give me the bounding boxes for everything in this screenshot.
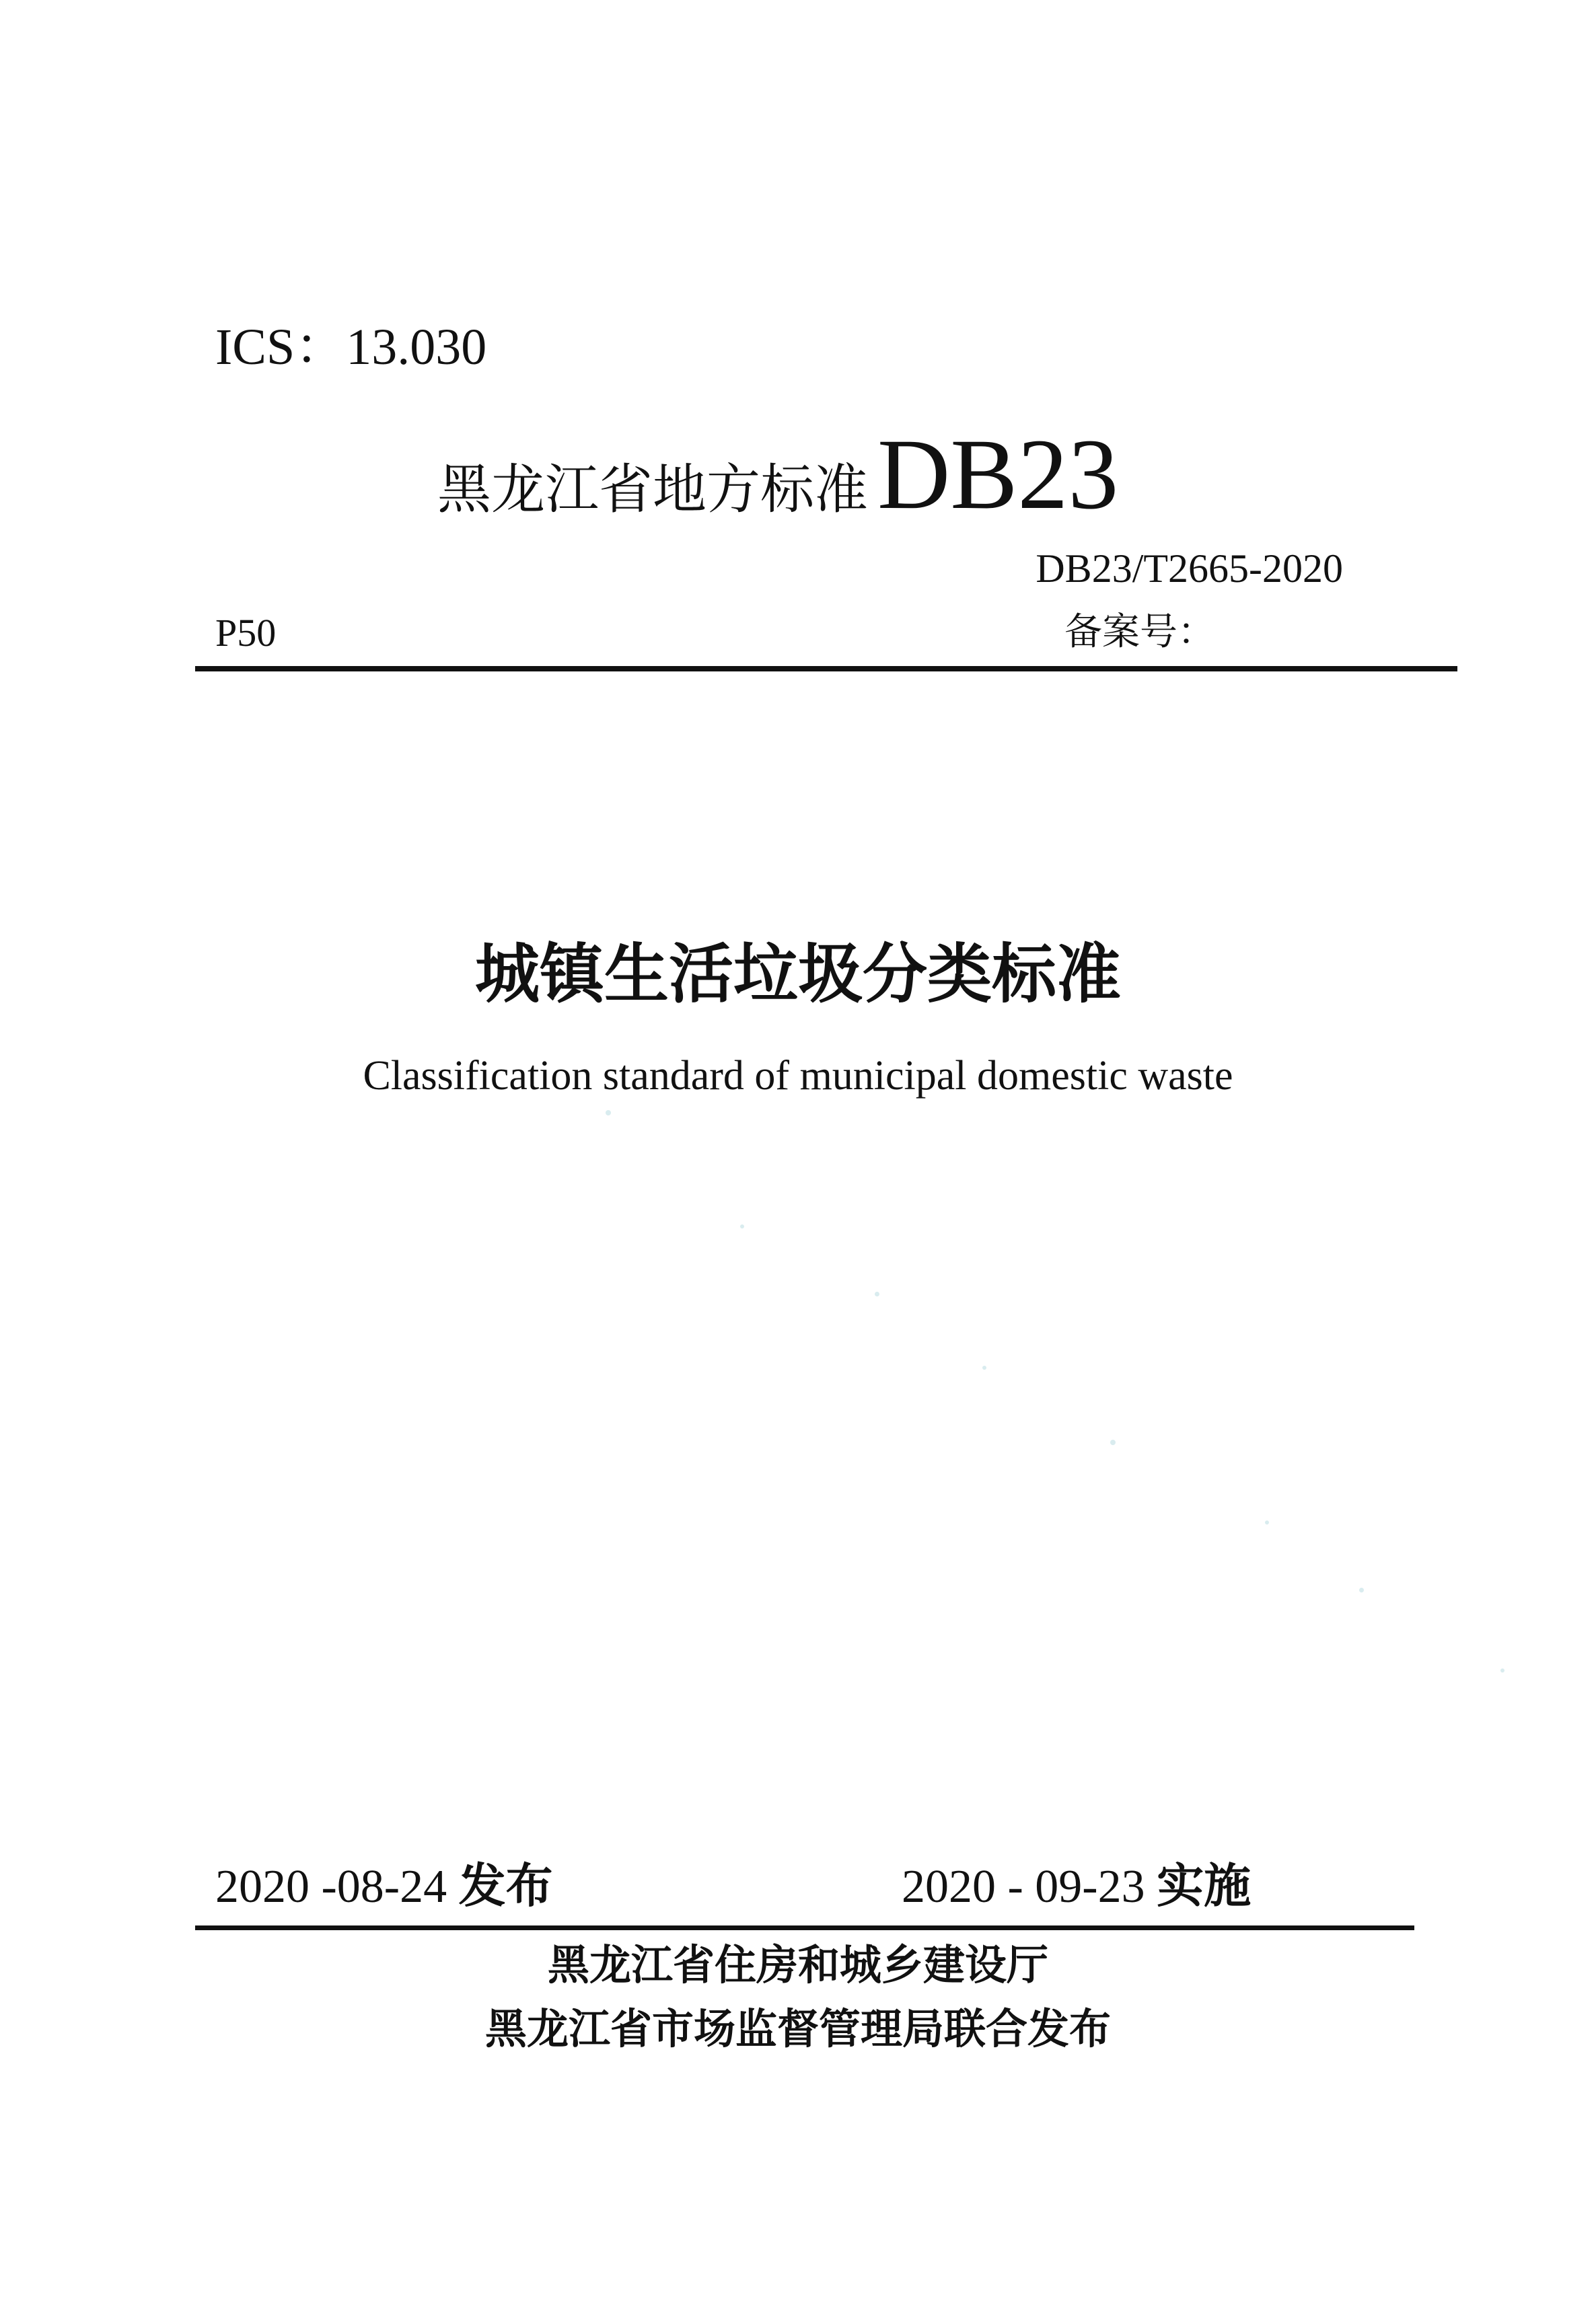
standard-code: DB23 xyxy=(877,418,1119,530)
implementation-date xyxy=(902,1858,1252,1913)
implementation-label: 实施 xyxy=(1157,1858,1252,1913)
top-divider xyxy=(195,666,1457,671)
standard-label: 黑龙江省地方标准 xyxy=(437,458,868,521)
implementation-date-value: 2020 - 09-23 xyxy=(902,1861,1145,1913)
scan-speck xyxy=(1359,1588,1364,1592)
scan-speck xyxy=(606,1110,611,1115)
scan-speck xyxy=(1265,1520,1269,1525)
scan-speck xyxy=(982,1366,986,1370)
standard-number: DB23/T2665-2020 xyxy=(1036,546,1343,591)
issue-date xyxy=(215,1858,553,1913)
standard-header xyxy=(437,418,1119,530)
record-number-label: 备案号： xyxy=(1064,610,1215,654)
issue-date-value: 2020 -08-24 xyxy=(215,1861,447,1913)
scan-speck xyxy=(1110,1440,1116,1445)
scan-speck xyxy=(875,1292,879,1296)
scan-speck xyxy=(1500,1668,1504,1673)
title-chinese: 城镇生活垃圾分类标准 xyxy=(475,937,1121,1012)
ics-code: ICS：13.030 xyxy=(215,319,487,375)
title-english: Classification standard of municipal domestic waste xyxy=(363,1053,1233,1099)
ccs-code: P50 xyxy=(215,611,277,655)
issuer-line-2: 黑龙江省市场监督管理局联合发布 xyxy=(484,2004,1111,2053)
issuer-line-1: 黑龙江省住房和城乡建设厅 xyxy=(547,1940,1048,1989)
bottom-divider xyxy=(195,1925,1414,1930)
issue-label: 发布 xyxy=(458,1858,553,1913)
scan-speck xyxy=(740,1224,744,1228)
